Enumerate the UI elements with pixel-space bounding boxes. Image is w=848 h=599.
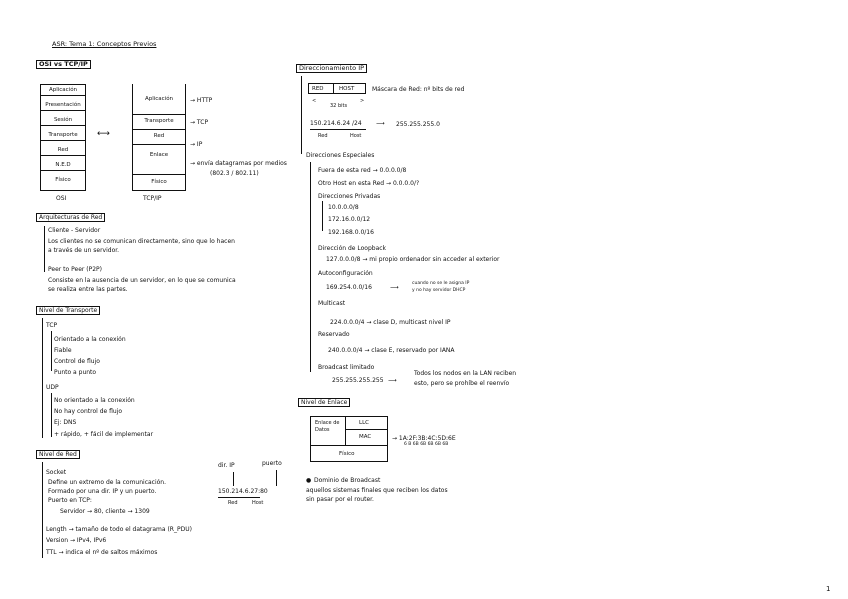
tcp-stack	[132, 84, 186, 191]
udp-item: + rápido, + fácil de implementar	[54, 431, 154, 438]
protocol-http: → HTTP	[190, 97, 213, 104]
version-field: Version → IPv4, IPv6	[46, 537, 107, 544]
length-field: Length → tamaño de todo el datagrama (R_PDU)	[46, 526, 192, 533]
tcp-layer: Físico	[151, 179, 167, 185]
page-title: ASR: Tema 1: Conceptos Previos	[52, 40, 157, 48]
osi-layer: Transporte	[41, 130, 85, 141]
mask-result: 255.255.255.0	[396, 121, 440, 128]
privadas-heading: Direcciones Privadas	[318, 193, 381, 200]
socket-title: Socket	[46, 469, 67, 476]
fisico-label: Físico	[339, 451, 355, 457]
loopback-line: 127.0.0.0/8 → mi propio ordenador sin acceder al exterior	[326, 256, 500, 263]
tcp-layer: Red	[133, 129, 185, 145]
double-arrow-icon: ⟷	[97, 129, 110, 139]
udp-item: Ej: DNS	[54, 419, 77, 426]
autoconf-note: y no hay servidor DHCP	[412, 288, 466, 293]
autoconf-heading: Autoconfiguración	[318, 270, 373, 277]
ttl-field: TTL → indica el nº de saltos máximos	[46, 549, 158, 556]
bullet-icon: ●	[306, 477, 312, 484]
page-number: 1	[826, 585, 831, 593]
left-arrow-icon: <	[312, 98, 317, 104]
osi-layer: Presentación	[41, 100, 85, 111]
socket-line: Servidor → 80, cliente → 1309	[60, 508, 150, 515]
osi-heading: OSI vs TCP/IP	[36, 60, 91, 69]
osi-layer: Físico	[55, 177, 71, 183]
multicast-line: 224.0.0.0/4 → clase D, multicast nivel IP	[330, 319, 451, 326]
osi-label: OSI	[56, 195, 67, 202]
llc-label: LLC	[359, 420, 369, 426]
ip-host-label: Host	[350, 133, 362, 139]
osi-layer: Sesión	[41, 115, 85, 126]
cs-line: a través de un servidor.	[48, 247, 120, 254]
tcp-layer: Aplicación	[133, 84, 185, 115]
dominio-heading: Dominio de Broadcast	[314, 477, 381, 484]
osi-layer: N.E.D	[41, 160, 85, 171]
multicast-heading: Multicast	[318, 300, 346, 307]
mascara-note: Máscara de Red: nº bits de red	[372, 86, 465, 93]
direccionamiento-heading: Direccionamiento IP	[296, 64, 367, 73]
arrow-icon: ⟶	[376, 120, 385, 127]
dominio-line: aquellos sistemas finales que reciben los datos	[306, 487, 448, 494]
broadcast-heading: Broadcast limitado	[318, 364, 375, 371]
autoconf-note: cuando no se le asigna IP	[412, 281, 470, 286]
tcp-item: Orientado a la conexión	[54, 336, 126, 343]
red-part-label: Red	[228, 500, 238, 506]
enlace-box	[310, 416, 388, 462]
autoconf-line: 169.254.0.0/16	[326, 284, 372, 291]
host-part-label: Host	[252, 500, 264, 506]
socket-line: Puerto en TCP:	[48, 497, 92, 504]
protocol-ip: → IP	[190, 141, 203, 148]
socket-example: 150.214.6.27:80	[218, 488, 268, 495]
tcp-item: Punto a punto	[54, 369, 97, 376]
host-box-label: HOST	[339, 86, 355, 92]
arrow-icon: ⟶	[388, 377, 397, 384]
private-range: 172.16.0.0/12	[328, 216, 371, 223]
red-host-box	[308, 83, 366, 94]
protocol-tcp: → TCP	[190, 119, 209, 126]
red-box-label: RED	[312, 86, 324, 92]
enlace-datos-label: Enlace de Datos	[315, 420, 340, 433]
socket-line: Formado por una dir. IP y un puerto.	[48, 488, 157, 495]
tcp-layer: Enlace	[133, 144, 185, 175]
dir-ip-label: dir. IP	[218, 462, 235, 469]
ip-example: 150.214.6.24 /24	[310, 120, 362, 127]
red-heading: Nivel de Red	[36, 450, 80, 459]
osi-layer: Red	[41, 145, 85, 156]
loopback-heading: Dirección de Loopback	[318, 245, 387, 252]
right-arrow-icon: >	[360, 98, 365, 104]
p2p-title: Peer to Peer (P2P)	[48, 266, 102, 273]
cs-line: Los clientes no se comunican directamente, sino que lo hacen	[48, 238, 235, 245]
udp-item: No hay control de flujo	[54, 408, 123, 415]
broadcast-note: esto, pero se prohíbe el reenvío	[414, 380, 510, 387]
ip-red-label: Red	[318, 133, 328, 139]
dominio-line: sin pasar por el router.	[306, 496, 374, 503]
reservado-line: 240.0.0.0/4 → clase E, reservado por IANA	[328, 347, 455, 354]
especial-item: Otro Host en esta Red → 0.0.0.0/?	[318, 180, 420, 187]
arrow-icon: ⟶	[390, 284, 399, 291]
socket-line: Define un extremo de la comunicación.	[48, 479, 167, 486]
mac-label: MAC	[359, 434, 372, 440]
mac-bytes: 6 B 6B 6B 6B 6B 6B	[404, 442, 449, 447]
private-range: 10.0.0.0/8	[328, 204, 359, 211]
especial-item: Fuera de esta red → 0.0.0.0/8	[318, 167, 407, 174]
broadcast-ip: 255.255.255.255	[332, 377, 384, 384]
udp-item: No orientado a la conexión	[54, 397, 135, 404]
puerto-label: puerto	[262, 460, 282, 467]
p2p-line: Consiste en la ausencia de un servidor, en lo que se comunica	[48, 277, 236, 284]
private-range: 192.168.0.0/16	[328, 229, 374, 236]
tcp-item: Control de flujo	[54, 358, 100, 365]
broadcast-note: Todos los nodos en la LAN reciben	[414, 370, 517, 377]
tcp-title: TCP	[46, 322, 58, 329]
tcp-item: Fiable	[54, 347, 72, 354]
tcp-layer: Transporte	[133, 114, 185, 130]
protocol-enlace: → envía datagramas por medios	[190, 160, 287, 167]
reservado-heading: Reservado	[318, 331, 350, 338]
bits-label: 32 bits	[330, 103, 348, 109]
protocol-standards: (802.3 / 802.11)	[210, 170, 259, 177]
transporte-heading: Nivel de Transporte	[36, 306, 100, 315]
tcp-label: TCP/IP	[143, 195, 162, 202]
udp-title: UDP	[46, 384, 59, 391]
enlace-heading: Nivel de Enlace	[298, 398, 350, 407]
mac-address: → 1A:2F:3B:4C:5D:6E	[392, 435, 456, 442]
arquitecturas-heading: Arquitecturas de Red	[36, 213, 105, 222]
osi-layer: Aplicación	[41, 85, 85, 96]
osi-stack	[40, 84, 86, 191]
especiales-heading: Direcciones Especiales	[306, 152, 375, 159]
cs-title: Cliente - Servidor	[48, 227, 101, 234]
p2p-line: se realiza entre las partes.	[48, 286, 128, 293]
